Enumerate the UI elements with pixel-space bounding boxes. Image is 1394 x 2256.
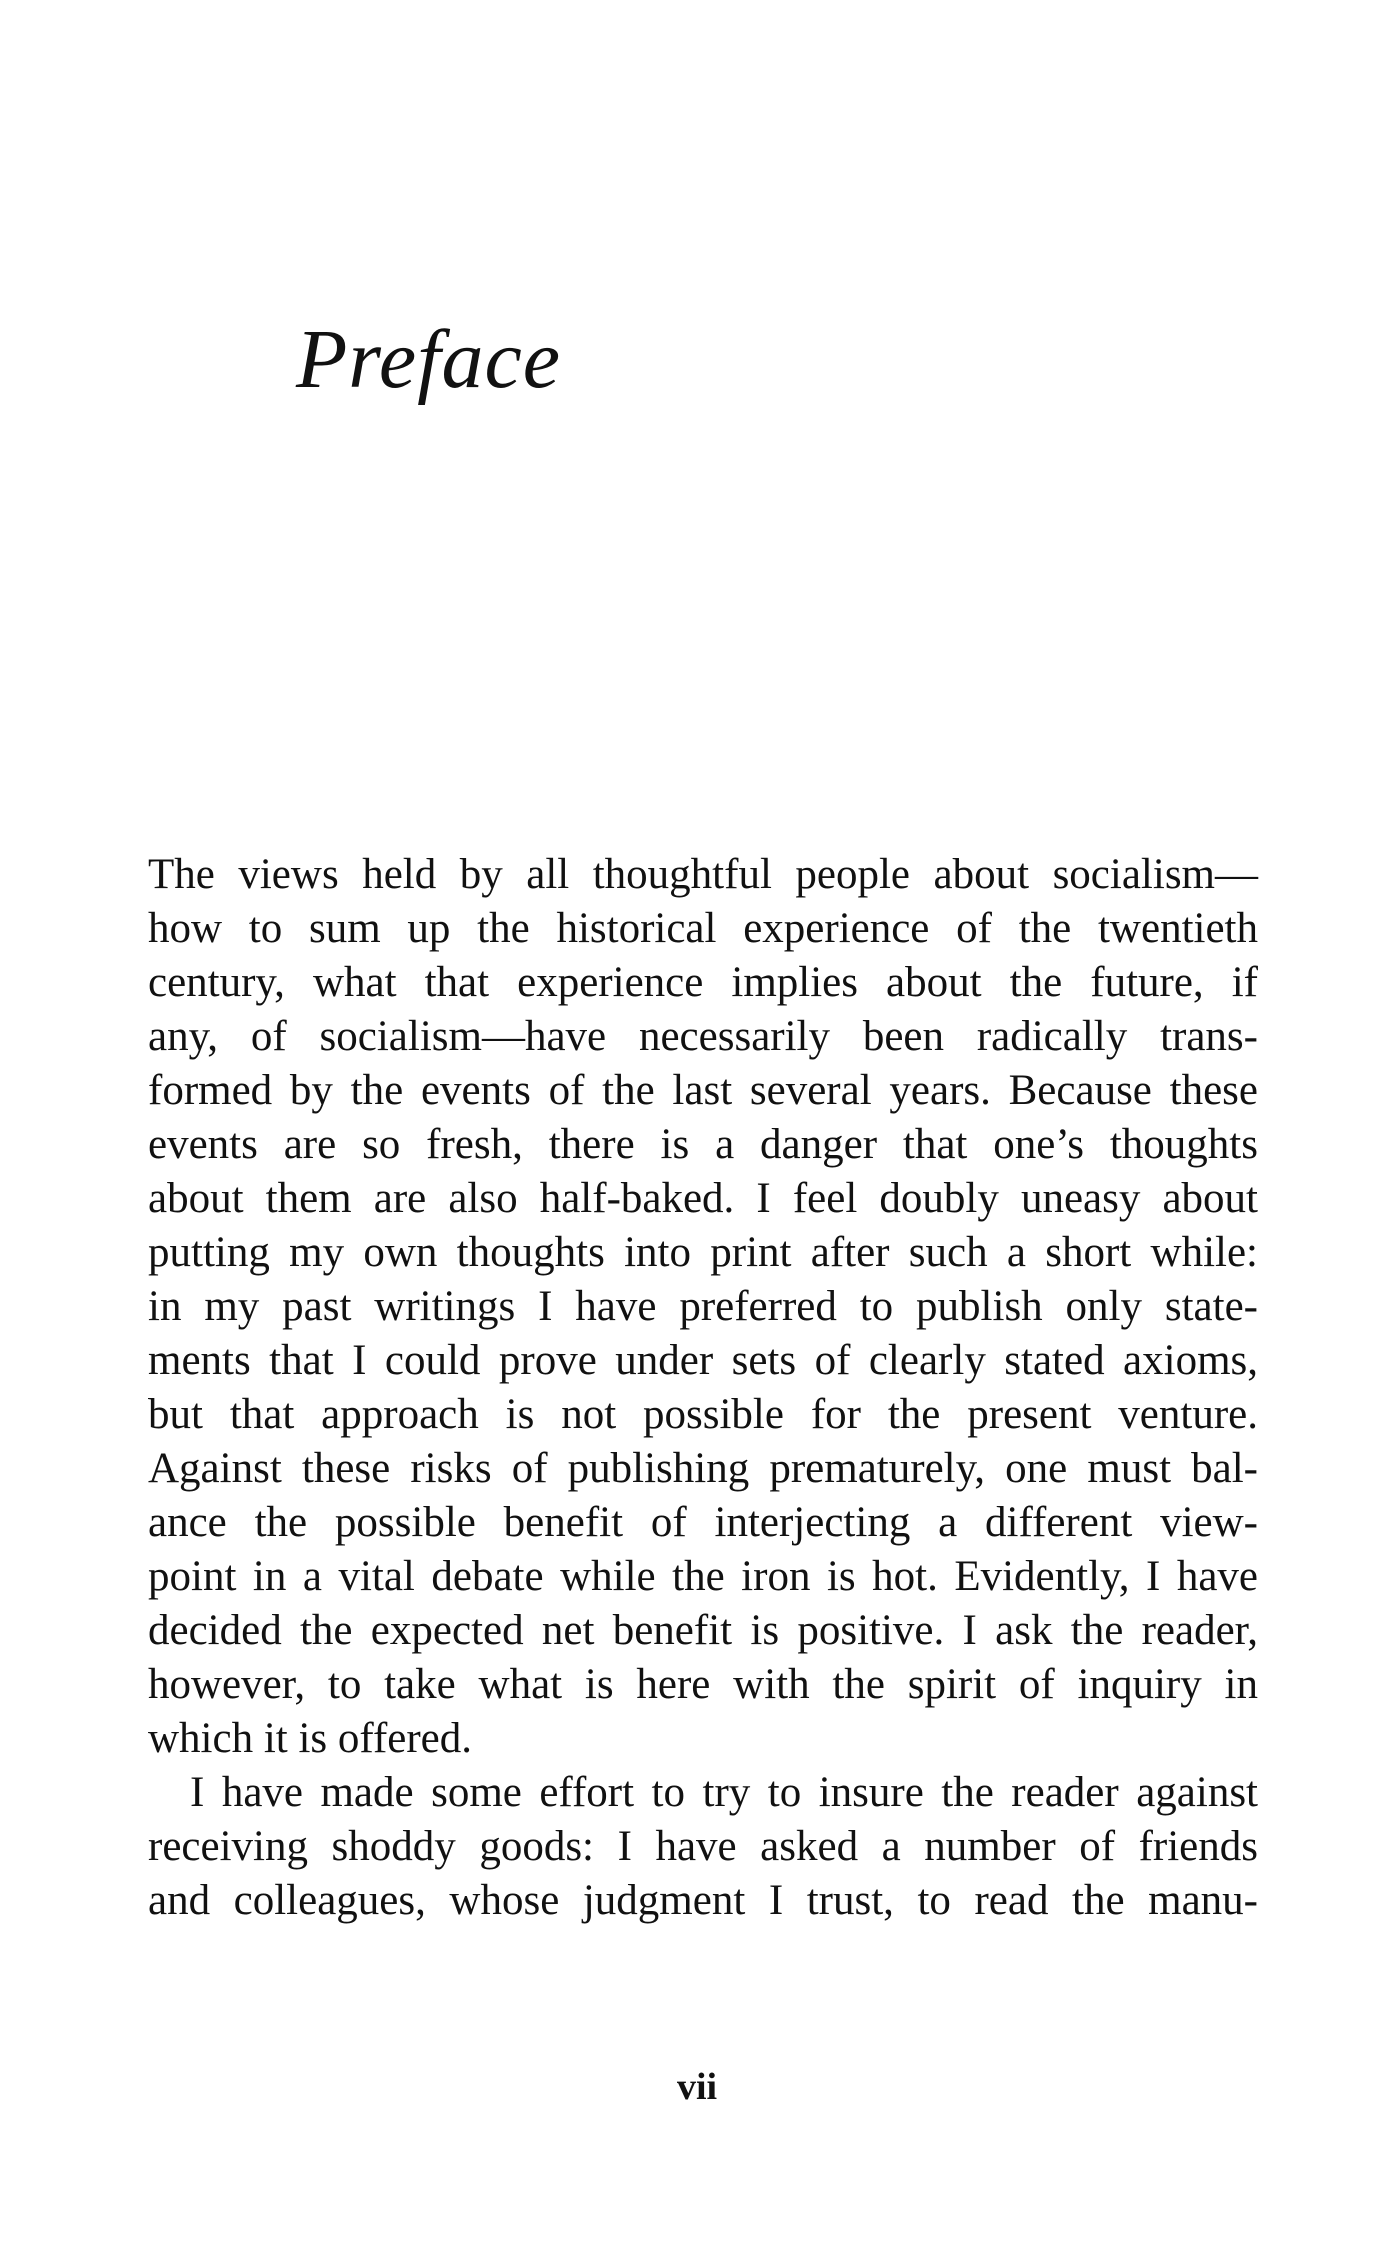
text-line: but that approach is not possible for the present venture. <box>148 1391 1258 1438</box>
text-line: and colleagues, whose judgment I trust, to read the manu- <box>148 1877 1258 1924</box>
text-line: formed by the events of the last several years. Because these <box>148 1067 1258 1114</box>
text-line: ments that I could prove under sets of clearly stated axioms, <box>148 1337 1258 1384</box>
paragraph-2 <box>148 1766 1258 1928</box>
text-line: how to sum up the historical experience of the twentieth <box>148 905 1258 952</box>
text-line: events are so fresh, there is a danger that one’s thoughts <box>148 1121 1258 1168</box>
body-text <box>148 848 1258 1928</box>
text-line: Against these risks of publishing prematurely, one must bal- <box>148 1445 1258 1492</box>
text-line: about them are also half-baked. I feel doubly uneasy about <box>148 1175 1258 1222</box>
text-line: century, what that experience implies about the future, if <box>148 959 1258 1006</box>
text-line: ance the possible benefit of interjecting a different view- <box>148 1499 1258 1546</box>
text-line: decided the expected net benefit is positive. I ask the reader, <box>148 1607 1258 1654</box>
text-line: any, of socialism—have necessarily been radically trans- <box>148 1013 1258 1060</box>
paragraph-1 <box>148 848 1258 1766</box>
text-line: I have made some effort to try to insure the reader against <box>190 1769 1258 1816</box>
text-line: receiving shoddy goods: I have asked a number of friends <box>148 1823 1258 1870</box>
text-line: which it is offered. <box>148 1715 473 1762</box>
text-line: however, to take what is here with the spirit of inquiry in <box>148 1661 1258 1708</box>
page-number: vii <box>676 2066 718 2108</box>
text-line: in my past writings I have preferred to publish only state- <box>148 1283 1258 1330</box>
text-line: putting my own thoughts into print after such a short while: <box>148 1229 1258 1276</box>
text-line: The views held by all thoughtful people about socialism— <box>148 851 1258 898</box>
page-title: Preface <box>296 313 562 406</box>
text-line: point in a vital debate while the iron is hot. Evidently, I have <box>148 1553 1258 1600</box>
